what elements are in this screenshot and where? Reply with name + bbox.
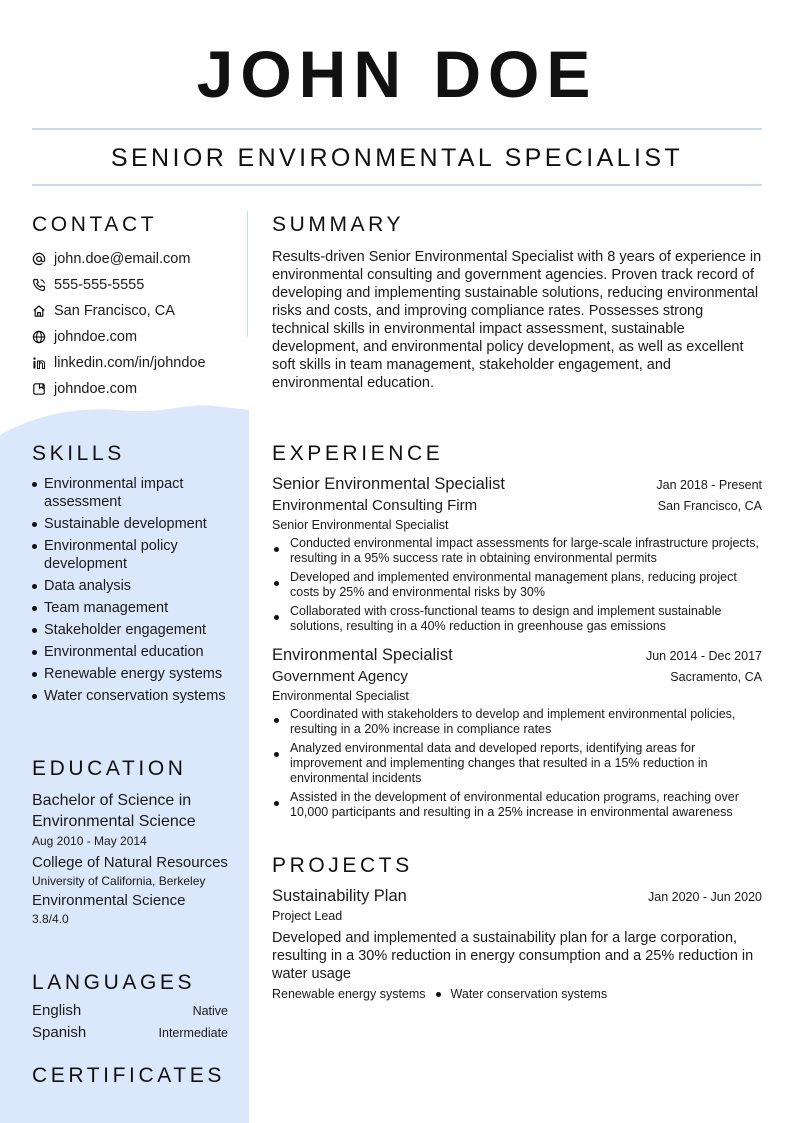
experience-entry [272,644,762,820]
education-section [32,756,228,928]
education-university: University of California, Berkeley [32,874,206,888]
job-company: Government Agency [272,668,408,685]
contact-website[interactable] [32,324,228,350]
project-dates: Jan 2020 - Jun 2020 [648,890,762,904]
education-college: College of Natural Resources [32,854,228,871]
portfolio-icon [32,382,46,396]
phone-icon [32,278,46,292]
contact-phone[interactable] [32,272,228,298]
contact-email-text: john.doe@email.com [54,251,191,267]
skill-item: Environmental impact assessment [32,475,228,511]
contact-website-text: johndoe.com [54,329,138,345]
languages-heading: LANGUAGES [32,971,196,994]
summary-heading: SUMMARY [272,213,405,236]
contact-portfolio[interactable] [32,376,228,402]
projects-heading: PROJECTS [272,854,413,877]
job-bullet: Analyzed environmental data and developed reports, identifying areas for improvement and implementing changes that resulted in a 15% reduction in environmental incidents [272,741,762,786]
linkedin-icon [32,356,46,370]
skill-item: Water conservation systems [32,687,228,705]
project-tag: Renewable energy systems [272,987,426,1001]
skill-item: Team management [32,599,228,617]
education-gpa: 3.8/4.0 [32,912,69,926]
job-role: Environmental Specialist [272,689,409,703]
job-title: Environmental Specialist [272,646,453,664]
summary-section [272,212,762,392]
skills-heading: SKILLS [32,442,125,465]
language-name: Spanish [32,1024,87,1041]
certificates-heading: CERTIFICATES [32,1064,225,1087]
job-bullet: Developed and implemented environmental management plans, reducing project costs by 25% and environmental risks by 30% [272,570,762,600]
project-title: Sustainability Plan [272,887,407,905]
job-location: Sacramento, CA [670,670,762,684]
contact-location [32,298,228,324]
job-bullet: Collaborated with cross-functional teams to design and implement sustainable solutions, resulting in a 40% reduction in greenhouse gas emissions [272,604,762,634]
contact-linkedin-text: linkedin.com/in/johndoe [54,355,206,371]
experience-entry [272,473,762,634]
language-level: Native [192,1004,228,1018]
skill-item: Environmental education [32,643,228,661]
contact-heading: CONTACT [32,213,158,236]
job-bullet: Assisted in the development of environmental education programs, reaching over 10,000 participants and resulting in a 25% increase in environmental awareness [272,790,762,820]
education-major: Environmental Science [32,892,186,909]
language-level: Intermediate [158,1026,228,1040]
job-dates: Jan 2018 - Present [656,478,762,492]
skill-item: Renewable energy systems [32,665,228,683]
contact-email[interactable] [32,246,228,272]
job-bullet: Conducted environmental impact assessments for large-scale infrastructure projects, resulting in a 95% success rate in obtaining environmental permits [272,536,762,566]
experience-heading: EXPERIENCE [272,442,444,465]
job-location: San Francisco, CA [657,499,762,513]
languages-section [32,970,228,1046]
job-dates: Jun 2014 - Dec 2017 [645,649,762,663]
job-bullet: Coordinated with stakeholders to develop and implement environmental policies, resulting in a 20% increase in compliance rates [272,707,762,737]
skill-item: Environmental policy development [32,537,228,573]
skill-item: Stakeholder engagement [32,621,228,639]
project-tag: Water conservation systems [450,987,608,1001]
contact-portfolio-text: johndoe.com [54,381,138,397]
language-name: English [32,1002,82,1019]
tag-separator [436,992,441,997]
column-divider [247,211,248,337]
project-entry [272,885,762,1001]
globe-icon [32,330,46,344]
job-title: Senior Environmental Specialist [272,475,505,493]
education-degree: Bachelor of Science in Environmental Science [32,792,196,830]
header-divider-bottom [32,184,762,186]
education-heading: EDUCATION [32,757,187,780]
certificates-section [32,1063,228,1089]
education-dates: Aug 2010 - May 2014 [32,834,147,848]
candidate-name: JOHN DOE [196,37,598,111]
projects-section [272,853,762,1001]
contact-location-text: San Francisco, CA [54,303,175,319]
skill-item: Data analysis [32,577,228,595]
job-role: Senior Environmental Specialist [272,518,449,532]
job-title-heading: SENIOR ENVIRONMENTAL SPECIALIST [110,144,684,172]
job-company: Environmental Consulting Firm [272,497,478,514]
project-description: Developed and implemented a sustainability plan for a large corporation, resulting in a 30% reduction in energy consumption and a 25% reduction in water usage [272,930,754,982]
home-icon [32,304,46,318]
contact-section [32,212,228,402]
project-tags [272,987,762,1001]
skills-section [32,441,228,709]
header-divider-top [32,128,762,130]
summary-text: Results-driven Senior Environmental Specialist with 8 years of experience in environmental consulting and government agencies. Proven track record of developing and implementing sustainable solutions, reducing environmental risks and costs, and improving compliance rates. Possesses strong technical skills in environmental impact assessment, sustainable development, and environmental policy development, as well as excellent soft skills in team management, stakeholder engagement, and environmental education. [272,249,762,391]
language-row [32,1024,228,1046]
skill-item: Sustainable development [32,515,228,533]
contact-linkedin[interactable] [32,350,228,376]
project-role: Project Lead [272,909,343,923]
experience-section [272,441,762,824]
at-icon [32,252,46,266]
language-row [32,1002,228,1024]
contact-phone-text: 555-555-5555 [54,277,145,293]
